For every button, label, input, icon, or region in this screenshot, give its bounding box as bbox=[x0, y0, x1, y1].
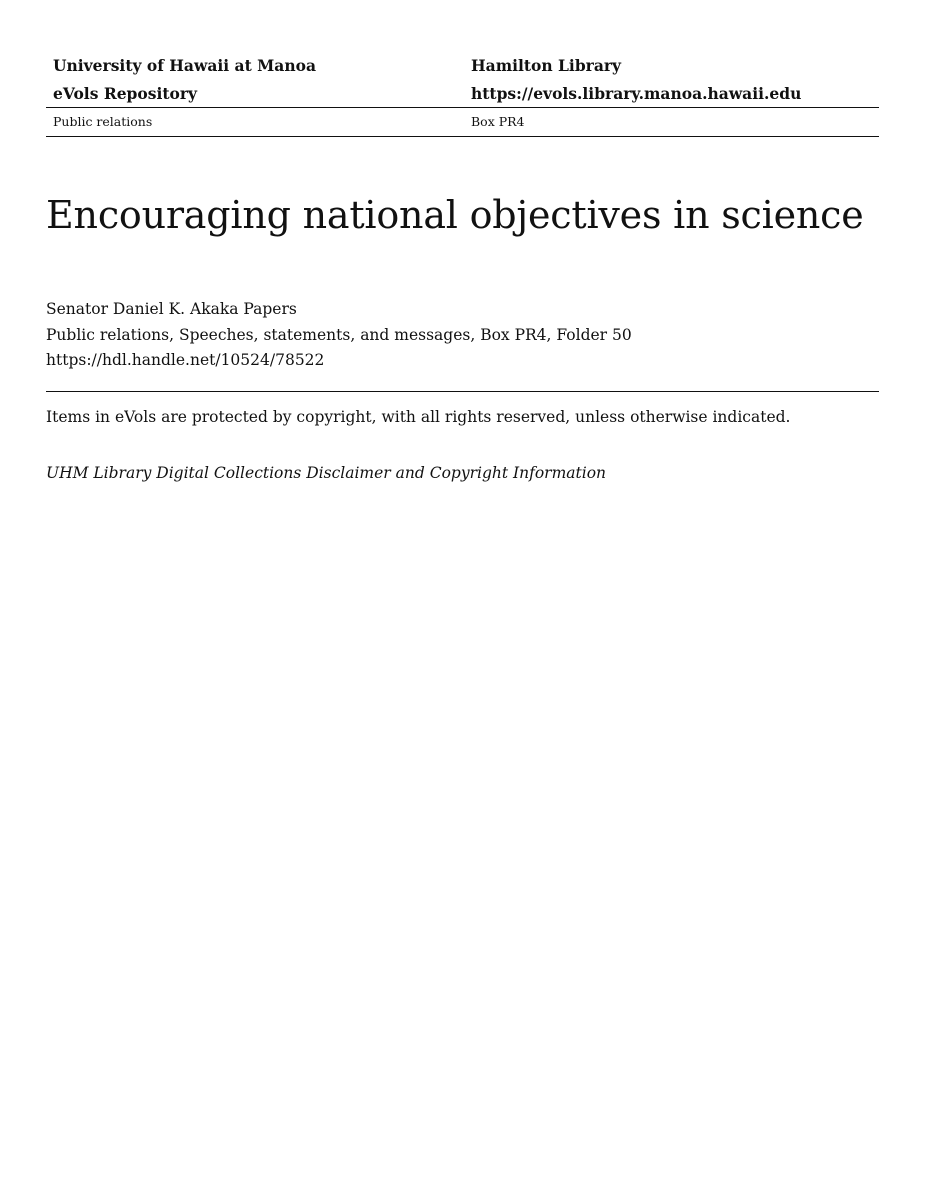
header-row-institution bbox=[46, 52, 879, 81]
handle-link[interactable]: https://hdl.handle.net/10524/78522 bbox=[46, 351, 325, 369]
cover-page bbox=[46, 52, 879, 484]
copyright-notice: Items in eVols are protected by copyright, with all rights reserved, unless otherwise indicated. bbox=[46, 407, 791, 426]
disclaimer-link[interactable]: UHM Library Digital Collections Disclaimer and Copyright Information bbox=[46, 463, 607, 482]
repository-name: eVols Repository bbox=[46, 81, 464, 108]
header-row-repository bbox=[46, 81, 879, 108]
folder-location: Public relations, Speeches, statements, and messages, Box PR4, Folder 50 bbox=[46, 325, 632, 344]
header-table bbox=[46, 52, 879, 137]
series-name: Public relations bbox=[46, 108, 464, 137]
institution-name: University of Hawaii at Manoa bbox=[53, 56, 316, 75]
collection-name: Senator Daniel K. Akaka Papers bbox=[46, 300, 297, 318]
header-row-series bbox=[46, 108, 879, 137]
divider bbox=[46, 391, 879, 392]
repository-url-link[interactable]: https://evols.library.manoa.hawaii.edu bbox=[464, 81, 879, 108]
document-metadata bbox=[46, 297, 879, 374]
document-title: Encouraging national objectives in science bbox=[46, 193, 864, 237]
box-label: Box PR4 bbox=[464, 108, 879, 137]
library-name: Hamilton Library bbox=[471, 56, 622, 75]
